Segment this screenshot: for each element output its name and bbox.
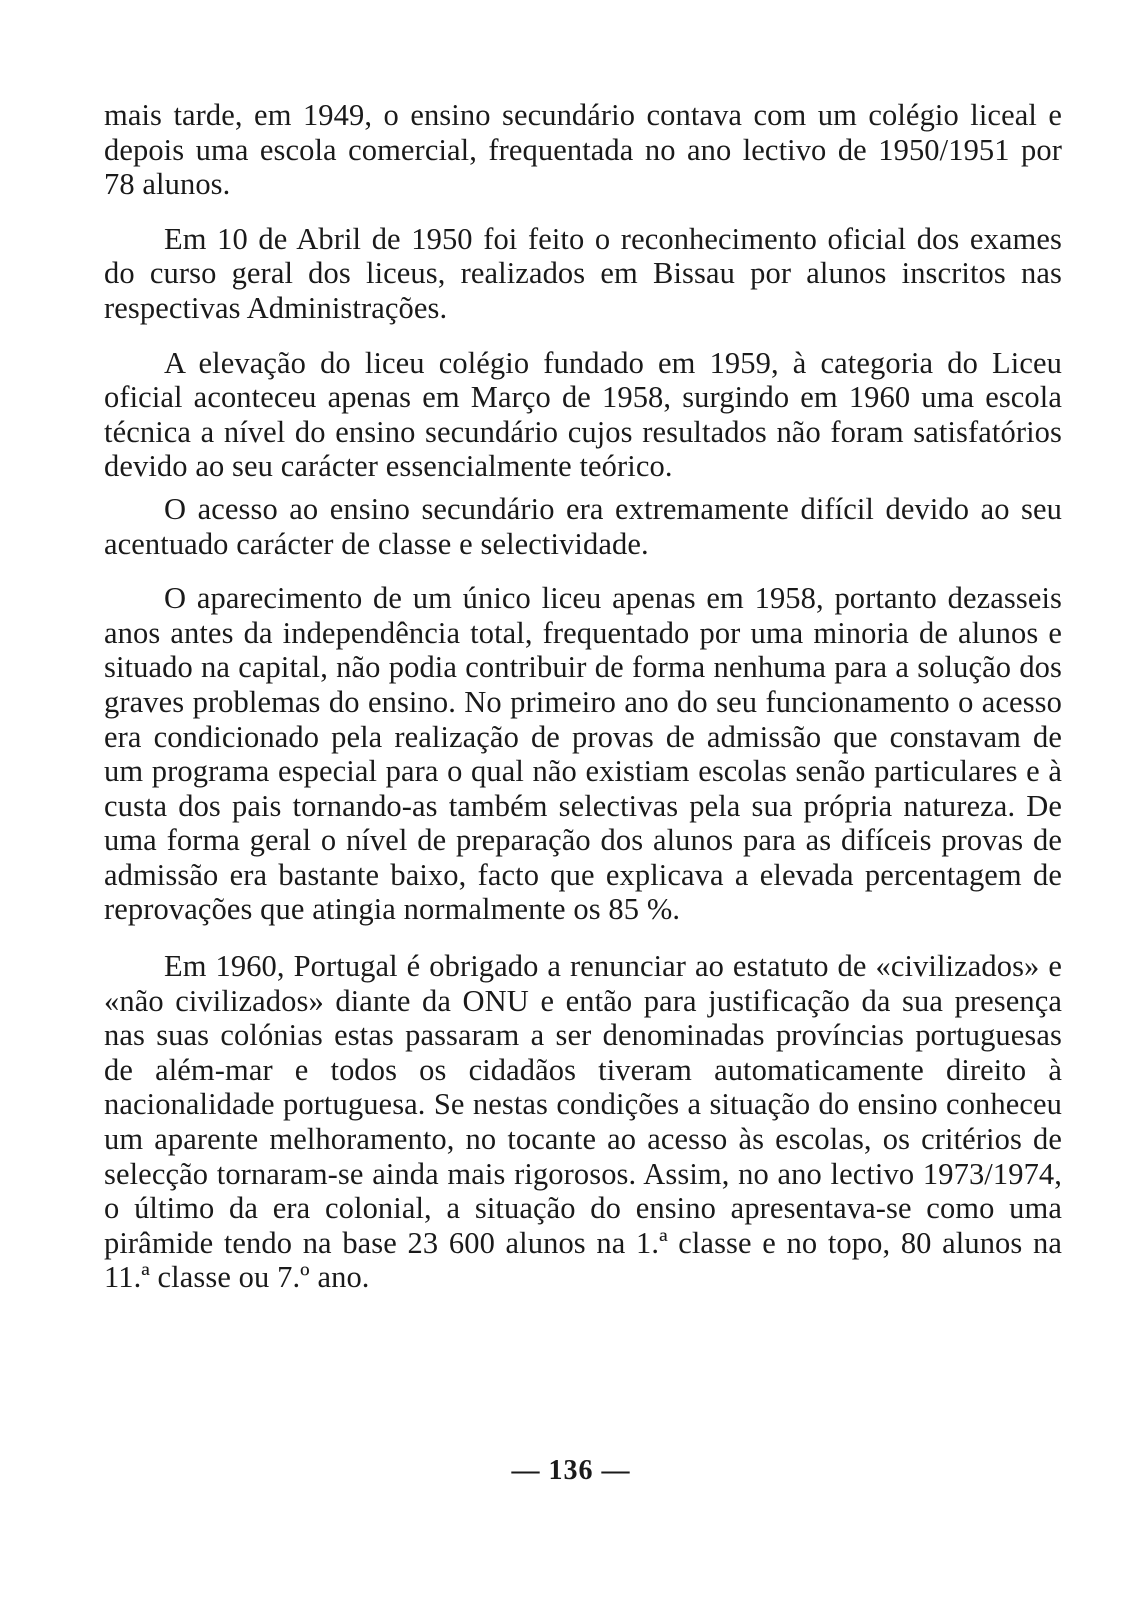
paragraph-4: O acesso ao ensino secundário era extremamente difícil devido ao seu acentuado carácter de classe e selectividade. — [104, 491, 1062, 561]
paragraph-2: Em 10 de Abril de 1950 foi feito o reconhecimento oficial dos exames do curso geral dos liceus, realizados em Bissau por alunos inscritos nas respectivas Administrações. — [104, 221, 1062, 325]
paragraph-3: A elevação do liceu colégio fundado em 1959, à categoria do Liceu oficial aconteceu apenas em Março de 1958, surgindo em 1960 uma escola técnica a nível do ensino secundário cujos resultados não foram satisfatórios devido ao seu carácter essencialmente teórico. — [104, 345, 1062, 484]
paragraph-1: mais tarde, em 1949, o ensino secundário contava com um colégio liceal e depois uma escola comercial, frequentada no ano lectivo de 1950/1951 por 78 alunos. — [104, 98, 1062, 202]
paragraph-5: O aparecimento de um único liceu apenas em 1958, portanto dezasseis anos antes da independência total, frequentado por uma minoria de alunos e situado na capital, não podia contribuir de forma nenhuma para a solução dos graves problemas do ensino. No primeiro ano do seu funcionamento o acesso era condicionado pela realização de provas de admissão que constavam de um programa especial para o qual não existiam escolas senão particulares e à custa dos pais tornando-as também selectivas pela sua própria natureza. De uma forma geral o nível de preparação dos alunos para as difíceis provas de admissão era bastante baixo, facto que explicava a elevada percentagem de reprovações que atingia normalmente os 85 %. — [104, 581, 1062, 927]
document-page — [104, 98, 1062, 1528]
page-number: — 136 — — [511, 1455, 631, 1486]
paragraph-6: Em 1960, Portugal é obrigado a renunciar ao estatuto de «civilizados» e «não civilizados» diante da ONU e então para justificação da sua presença nas suas colónias estas passaram a ser denominadas províncias portuguesas de além-mar e todos os cidadãos tiveram automaticamente direito à nacionalidade portuguesa. Se nestas condições a situação do ensino conheceu um aparente melhoramento, no tocante ao acesso às escolas, os critérios de selecção tornaram-se ainda mais rigorosos. Assim, no ano lectivo 1973/1974, o último da era colonial, a situação do ensino apresentava-se como uma pirâmide tendo na base 23 600 alunos na 1.ª classe e no topo, 80 alunos na 11.ª classe ou 7.º ano. — [104, 949, 1062, 1295]
